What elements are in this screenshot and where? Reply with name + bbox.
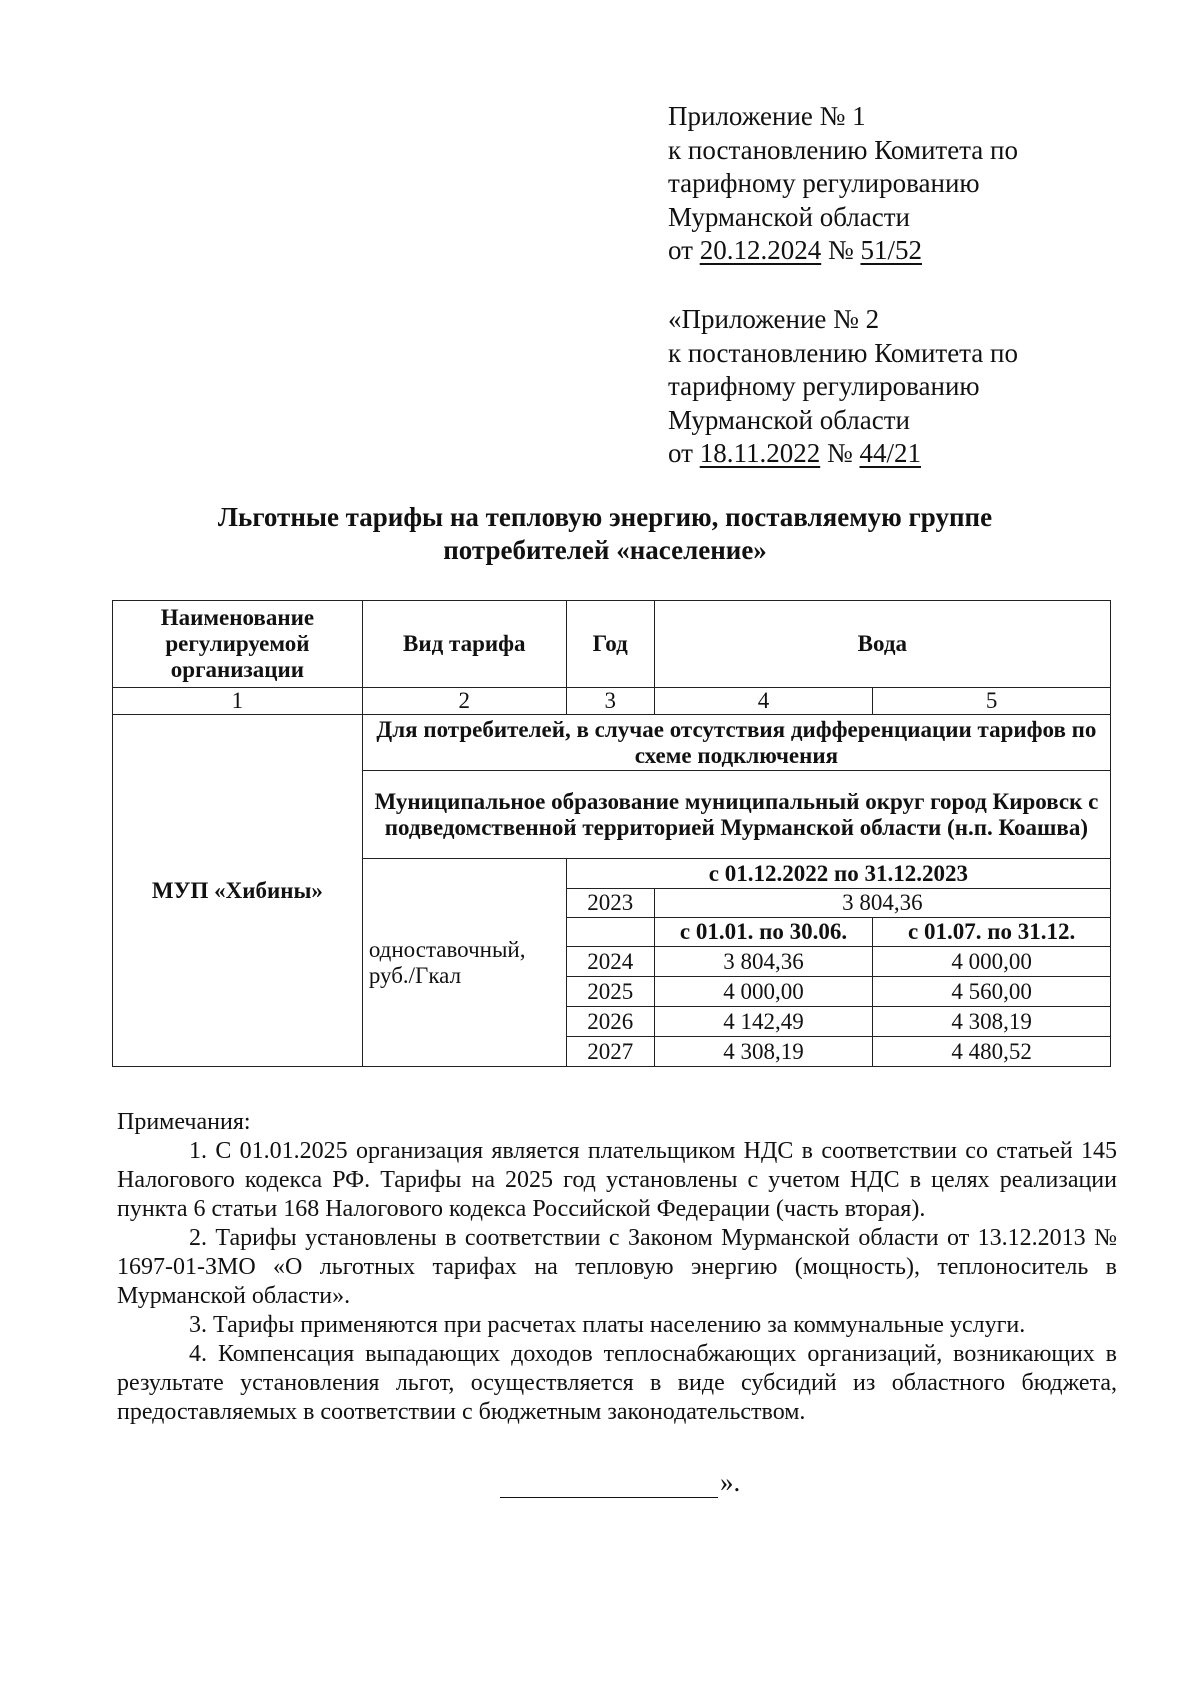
half2-value-cell: 4 480,52 bbox=[873, 1037, 1111, 1067]
closing-quote: ». bbox=[720, 1467, 741, 1497]
column-number-row bbox=[113, 688, 1111, 715]
appendix-1-num-prefix: № bbox=[827, 235, 854, 265]
appendix-2-num-prefix: № bbox=[826, 438, 853, 468]
header-organization: Наименование регулируемой организации bbox=[113, 601, 363, 688]
appendix-1-line4: Мурманской области bbox=[668, 201, 910, 232]
appendix-2-date: 18.11.2022 bbox=[699, 438, 821, 468]
half1-value-cell: 3 804,36 bbox=[654, 947, 873, 977]
closing-rule bbox=[500, 1473, 718, 1498]
year-cell: 2027 bbox=[566, 1037, 654, 1067]
column-number-4: 4 bbox=[654, 688, 873, 715]
year-2023-cell: 2023 bbox=[566, 889, 654, 918]
half2-value-cell: 4 560,00 bbox=[873, 977, 1111, 1007]
appendix-1-number: 51/52 bbox=[860, 235, 922, 265]
note-3: 3. Тарифы применяются при расчетах платы населению за коммунальные услуги. bbox=[189, 1312, 1026, 1338]
appendix-2-heading bbox=[668, 303, 1018, 471]
table-header-row bbox=[113, 601, 1111, 688]
half1-value-cell: 4 308,19 bbox=[654, 1037, 873, 1067]
half2-label: с 01.07. по 31.12. bbox=[873, 918, 1111, 947]
half1-label: с 01.01. по 30.06. bbox=[654, 918, 873, 947]
appendix-1-line1: Приложение № 1 bbox=[668, 101, 866, 131]
appendix-1-line2: к постановлению Комитета по bbox=[668, 134, 1018, 165]
appendix-1-date-line bbox=[668, 234, 1018, 268]
note-1: 1. С 01.01.2025 организация является плательщиком НДС в соответствии со статьей 145 Налогового кодекса РФ. Тарифы на 2025 год установлены с учетом НДС в целях реализации пункта 6 статьи 168 Налогового кодекса Российской Федерации (часть вторая). bbox=[117, 1138, 1117, 1222]
appendix-2-line2: к постановлению Комитета по bbox=[668, 337, 1018, 368]
year-cell: 2026 bbox=[566, 1007, 654, 1037]
year-cell: 2025 bbox=[566, 977, 654, 1007]
section-municipality: Муниципальное образование муниципальный округ город Кировск с подведомственной территорией Мурманской области (н.п. Коашва) bbox=[362, 771, 1110, 859]
appendix-1-date: 20.12.2024 bbox=[699, 235, 822, 265]
header-water: Вода bbox=[654, 601, 1110, 688]
tariff-type-cell: одноставочный, руб./Гкал bbox=[362, 859, 566, 1067]
appendix-1-date-prefix: от bbox=[668, 235, 693, 265]
half1-value-cell: 4 142,49 bbox=[654, 1007, 873, 1037]
half2-value-cell: 4 000,00 bbox=[873, 947, 1111, 977]
organization-cell: МУП «Хибины» bbox=[113, 715, 363, 1067]
section-row-consumers bbox=[113, 715, 1111, 771]
column-number-1: 1 bbox=[113, 688, 363, 715]
appendix-2-line3: тарифному регулированию bbox=[668, 371, 980, 401]
tariff-table bbox=[112, 600, 1111, 1067]
column-number-5: 5 bbox=[873, 688, 1111, 715]
appendix-2-number: 44/21 bbox=[859, 438, 921, 468]
closing-mark bbox=[500, 1467, 740, 1498]
notes-section bbox=[117, 1108, 1117, 1427]
half2-value-cell: 4 308,19 bbox=[873, 1007, 1111, 1037]
appendix-2-date-line bbox=[668, 437, 1018, 471]
period-cell: с 01.12.2022 по 31.12.2023 bbox=[566, 859, 1110, 889]
appendix-1-line3: тарифному регулированию bbox=[668, 168, 980, 198]
header-tariff-type: Вид тарифа bbox=[362, 601, 566, 688]
document-title-line1: Льготные тарифы на тепловую энергию, поставляемую группе bbox=[217, 502, 993, 532]
column-number-2: 2 bbox=[362, 688, 566, 715]
appendix-2-line4: Мурманской области bbox=[668, 404, 910, 435]
half1-value-cell: 4 000,00 bbox=[654, 977, 873, 1007]
notes-heading: Примечания: bbox=[117, 1109, 251, 1135]
note-4: 4. Компенсация выпадающих доходов теплоснабжающих организаций, возникающих в результате установления льгот, осуществляется в виде субсидий из областного бюджета, предоставляемых в соответствии с бюджетным законодательством. bbox=[117, 1341, 1117, 1425]
value-2023-cell: 3 804,36 bbox=[654, 889, 1110, 918]
appendix-2-date-prefix: от bbox=[668, 438, 693, 468]
section-consumers: Для потребителей, в случае отсутствия дифференциации тарифов по схеме подключения bbox=[362, 715, 1110, 771]
column-number-3: 3 bbox=[566, 688, 654, 715]
appendix-2-line1: «Приложение № 2 bbox=[668, 304, 880, 334]
document-title bbox=[110, 501, 1100, 567]
appendix-1-heading bbox=[668, 100, 1018, 268]
header-year: Год bbox=[566, 601, 654, 688]
empty-year-cell bbox=[566, 918, 654, 947]
document-title-line2: потребителей «население» bbox=[443, 535, 767, 565]
note-2: 2. Тарифы установлены в соответствии с Законом Мурманской области от 13.12.2013 № 1697-01-ЗМО «О льготных тарифах на тепловую энергию (мощность), теплоноситель в Мурманской области». bbox=[117, 1225, 1117, 1309]
year-cell: 2024 bbox=[566, 947, 654, 977]
